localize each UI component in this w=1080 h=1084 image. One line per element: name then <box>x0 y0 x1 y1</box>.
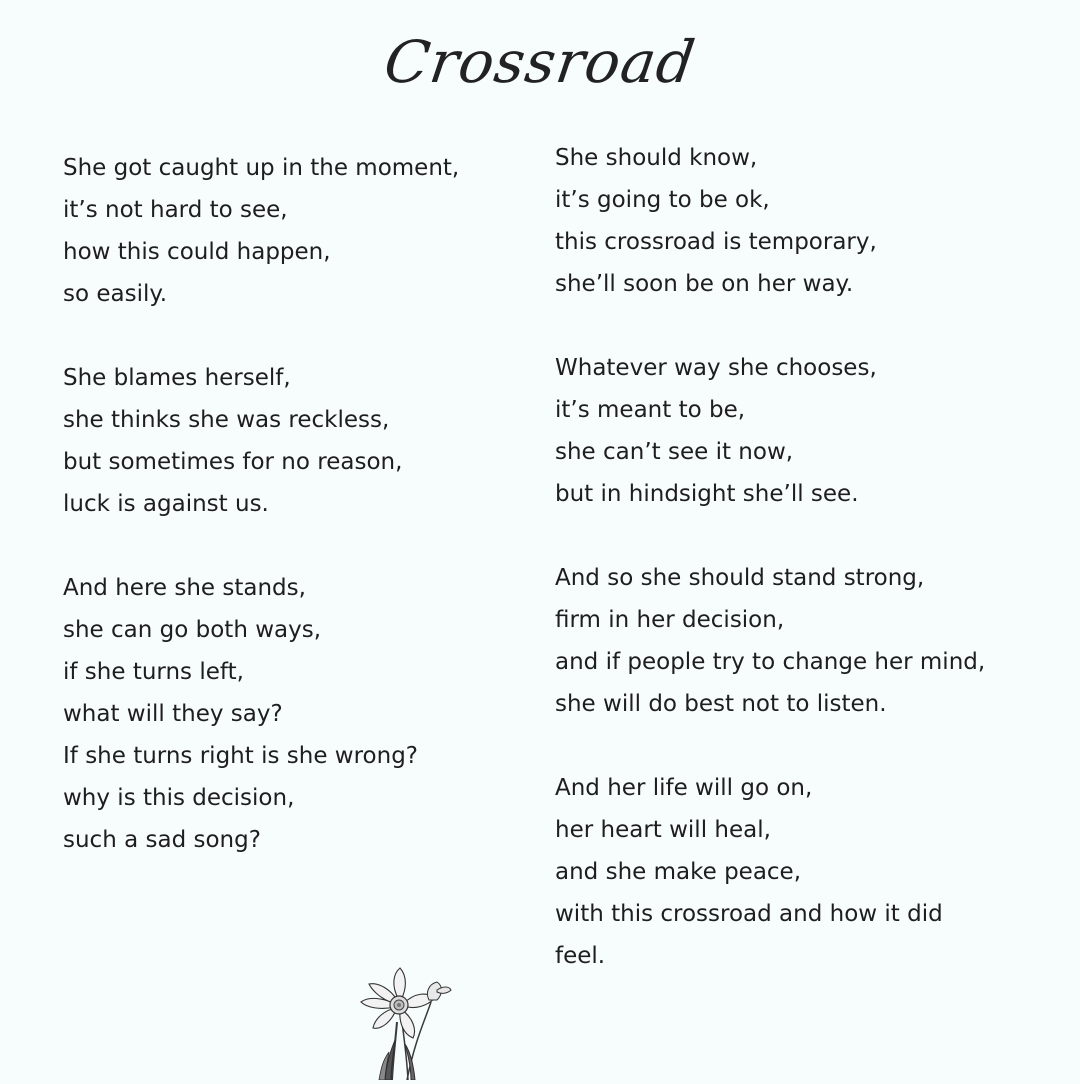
poem-line: she can go both ways, <box>63 617 322 643</box>
poem-line: And here she stands, <box>63 575 306 601</box>
poem-title: Crossroad <box>380 28 700 96</box>
poem-line: She blames herself, <box>63 365 291 391</box>
poem-line: she will do best not to listen. <box>555 691 887 717</box>
poem-column-left <box>63 147 459 903</box>
poem-line: firm in her decision, <box>555 607 785 633</box>
poem-line: it’s going to be ok, <box>555 187 770 213</box>
poem-line: but sometimes for no reason, <box>63 449 403 475</box>
poem-line: luck is against us. <box>63 491 269 517</box>
stanza <box>63 567 459 861</box>
poem-line: why is this decision, <box>63 785 295 811</box>
stanza <box>63 147 459 315</box>
poem-line: it’s meant to be, <box>555 397 746 423</box>
poem-line: such a sad song? <box>63 827 261 853</box>
stanza <box>555 557 985 725</box>
stanza <box>63 357 459 525</box>
poem-line: but in hindsight she’ll see. <box>555 481 859 507</box>
poem-line: she’ll soon be on her way. <box>555 271 854 297</box>
poem-line: so easily. <box>63 281 168 307</box>
poem-line: and she make peace, <box>555 859 802 885</box>
daffodil-icon <box>345 960 455 1080</box>
poem-line: Whatever way she chooses, <box>555 355 877 381</box>
poem-line: her heart will heal, <box>555 817 771 843</box>
poem-line: if she turns left, <box>63 659 244 685</box>
stanza <box>555 767 985 977</box>
stanza <box>555 137 985 305</box>
poem-line: she thinks she was reckless, <box>63 407 390 433</box>
poem-line: She got caught up in the moment, <box>63 155 460 181</box>
poem-line: And her life will go on, <box>555 775 813 801</box>
poem-column-right <box>555 137 985 1019</box>
poem-line: what will they say? <box>63 701 283 727</box>
poem-line: feel. <box>555 943 606 969</box>
poem-line: with this crossroad and how it did <box>555 901 943 927</box>
poem-line: this crossroad is temporary, <box>555 229 877 255</box>
poem-line: she can’t see it now, <box>555 439 794 465</box>
poem-line: and if people try to change her mind, <box>555 649 986 675</box>
stanza <box>555 347 985 515</box>
poem-line: And so she should stand strong, <box>555 565 925 591</box>
poem-line: how this could happen, <box>63 239 331 265</box>
poem-line: If she turns right is she wrong? <box>63 743 419 769</box>
poem-line: it’s not hard to see, <box>63 197 288 223</box>
poem-line: She should know, <box>555 145 758 171</box>
